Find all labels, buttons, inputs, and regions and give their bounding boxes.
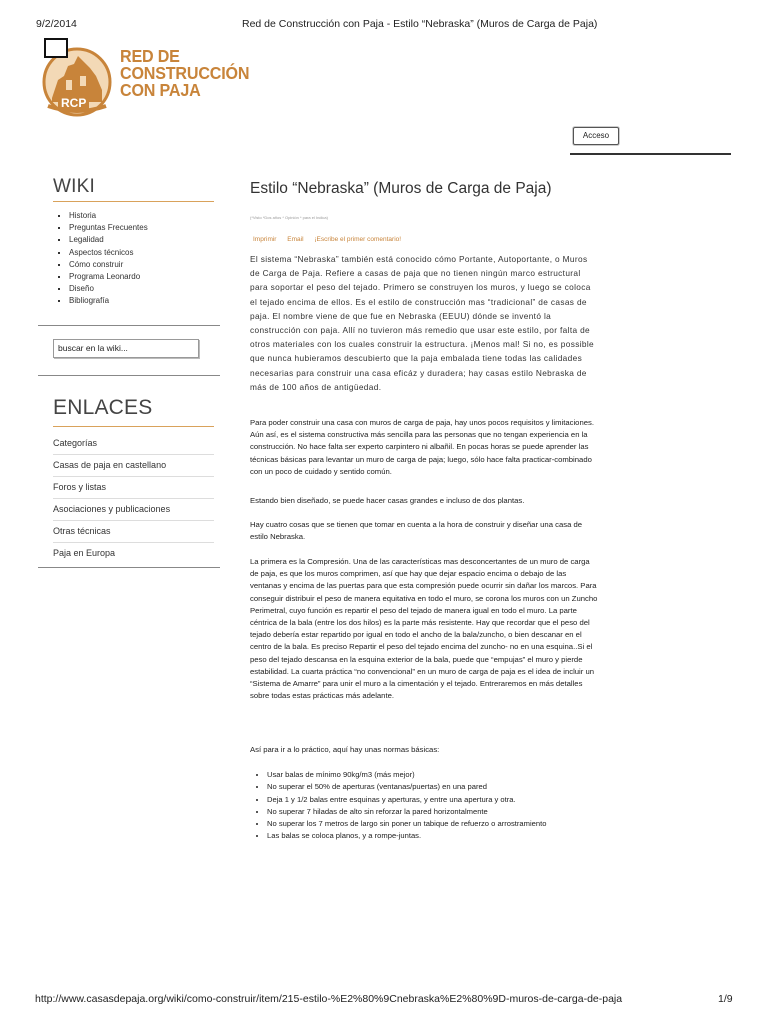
sidebar-divider: [38, 567, 220, 568]
wiki-item-historia[interactable]: ▪ Historia: [69, 210, 148, 222]
sidebar-divider: [38, 325, 220, 326]
search-input[interactable]: buscar en la wiki...: [53, 339, 199, 358]
page-url[interactable]: http://www.casasdepaja.org/wiki/como-construir/item/215-estilo-%E2%80%9Cnebraska%E2%80%9D-muros-de-carga-de-paja: [35, 993, 623, 1005]
enlace-asociaciones[interactable]: Asociaciones y publicaciones: [53, 504, 171, 514]
paragraph: Para poder construir una casa con muros de carga de paja, hay unos pocos requisitos y limitaciones. Aún así, es el sistema constructiva más sencilla para las personas que no tengan experiencia en la construcción. No hace falta ser experto carpintero ni albañil. En pocas horas se puede aprender las técnicas básicas para levantar un muro de carga de paja; luego, sólo hace falta practicar-combinado con un poco de cuidado y sentido común.: [250, 418, 594, 476]
list-item: • No superar el 50% de aperturas (ventanas/puertas) en una pared: [267, 781, 546, 793]
list-divider: [53, 454, 214, 455]
list-divider: [53, 520, 214, 521]
wiki-item-diseno[interactable]: ▪ Diseño: [69, 283, 148, 295]
wiki-item-bibliografia[interactable]: ▪ Bibliografía: [69, 295, 148, 307]
logo-text: [120, 48, 249, 99]
page-number: 1/9: [718, 993, 733, 1005]
wiki-item-preguntas-frecuentes[interactable]: ▪ Preguntas Frecuentes: [69, 222, 148, 234]
enlace-categorias[interactable]: Categorías: [53, 438, 98, 448]
wiki-item-programa-leonardo[interactable]: ▪ Programa Leonardo: [69, 271, 148, 283]
acceso-button[interactable]: Acceso: [573, 127, 619, 145]
rules-list: [250, 769, 546, 843]
list-divider: [53, 476, 214, 477]
list-item: • Las balas se coloca planos, y a rompe-juntas.: [267, 830, 546, 842]
enlaces-heading: ENLACES: [53, 396, 153, 419]
print-title: Red de Construcción con Paja - Estilo “Nebraska” (Muros de Carga de Paja): [242, 18, 598, 30]
checkbox-icon: [44, 38, 68, 58]
logo-line: CONSTRUCCIÓN: [120, 63, 250, 83]
list-item: • Deja 1 y 1/2 balas entre esquinas y aperturas, y entre una apertura y otra.: [267, 794, 546, 806]
print-header: [0, 0, 768, 30]
logo-line: RED DE: [120, 46, 180, 66]
list-item: • Usar balas de mínimo 90kg/m3 (más mejor): [267, 769, 546, 781]
wiki-heading: WIKI: [53, 176, 95, 197]
wiki-item-aspectos-tecnicos[interactable]: ▪ Aspectos técnicos: [69, 247, 148, 259]
site-logo[interactable]: [38, 38, 250, 118]
print-link[interactable]: Imprimir: [253, 236, 277, 243]
list-divider: [53, 498, 214, 499]
enlace-casas-de-paja[interactable]: Casas de paja en castellano: [53, 460, 167, 470]
header-divider: [570, 153, 731, 155]
list-item: • No superar los 7 metros de largo sin poner un tabique de refuerzo o arrostramiento: [267, 818, 546, 830]
paragraph: Estando bien diseñado, se puede hacer casas grandes e incluso de dos plantas.: [250, 496, 525, 505]
paragraph: La primera es la Compresión. Una de las características mas desconcertantes de un muro de carga de paja, es que los muros comprimen, así que hay que dejar espacio encima o debajo de las ventanas y encima de las puertas para que esta compresión puede ocurrir sin dañar los marcos. Para conseguir distribuir el peso de manera equitativa en todo el muro, se corona los muros con un Zuncho Perimetral, cuyo función es repartir el peso del tejado de manera igual en todo el muro. La parte céntrica de la bala (entre los dos hilos) es la parte más resistente. Hay que recordar que el peso del tejado debería estar repartido por igual en todo el ancho de la bala/zuncho, o bien descanar en el centro de la bala. Es preciso Repartir el peso del tejado encima del zuncho- no en una esquina..Si el peso del tejado descansa en la esquina exterior de la bala, puede que “empujas” el muro y pierde estabilidad. La cuarta práctica “no convencional” en un muro de carga de paja es el idea de incluir un “Sistema de Amarre” para unir el muro a la cimentación y el tejado. Entreraremos en más detalles sobre todas estas prácticas más adelante.: [250, 557, 598, 701]
enlace-otras-tecnicas[interactable]: Otras técnicas: [53, 526, 111, 536]
wiki-item-como-construir[interactable]: ▪ Cómo construir: [69, 259, 148, 271]
wiki-item-legalidad[interactable]: ▪ Legalidad: [69, 234, 148, 246]
article-meta: (*Visto *Dos años * Opinión * para el Indica): [250, 215, 328, 220]
article-actions: [253, 236, 410, 243]
paragraph: Así para ir a lo práctico, aquí hay unas normas básicas:: [250, 745, 440, 754]
list-divider: [53, 542, 214, 543]
sidebar-divider: [38, 375, 220, 376]
enlace-foros-y-listas[interactable]: Foros y listas: [53, 482, 107, 492]
comment-link[interactable]: ¡Escribe el primer comentario!: [314, 236, 402, 243]
intro-paragraph: El sistema “Nebraska” también está conocido cómo Portante, Autoportante, o Muros de Carga de Paja. Refiere a casas de paja que no tienen ningún marco estructural para soportar el peso del tejado. Primero se construyen los muros, y luego se coloca el tejado encima de ellos. Es el estilo de construcción mas “tradicional” de casas de paja. El nombre viene de que fue en Nebraska (EEUU) dónde se inventó la construcción con paja. Allí no tuvieron más remedio que usar este estilo, por falta de otros materiales con los cuales construir la estructura. ¡Menos mal! Si no, es possible que nunca hubieramos descubierto que la paja embalada tiene todas las calidades necesarias para construir una casa eficáz y duradera; hay casas estilo Nebraska de más de 100 años de antigüedad.: [250, 254, 595, 392]
logo-badge: RCP: [58, 96, 89, 110]
enlaces-heading-underline: [53, 426, 214, 427]
email-link[interactable]: Email: [287, 236, 304, 243]
logo-line: CON PAJA: [120, 80, 201, 100]
enlace-paja-en-europa[interactable]: Paja en Europa: [53, 548, 116, 558]
article-title: Estilo “Nebraska” (Muros de Carga de Paja): [250, 180, 552, 197]
list-item: • No superar 7 hiladas de alto sin reforzar la pared horizontalmente: [267, 806, 546, 818]
wiki-menu: [53, 210, 148, 308]
print-date: 9/2/2014: [36, 18, 77, 30]
wiki-heading-underline: [53, 201, 214, 202]
paragraph: Hay cuatro cosas que se tienen que tomar en cuenta a la hora de construir y diseñar una casa de estilo Nebraska.: [250, 520, 583, 542]
